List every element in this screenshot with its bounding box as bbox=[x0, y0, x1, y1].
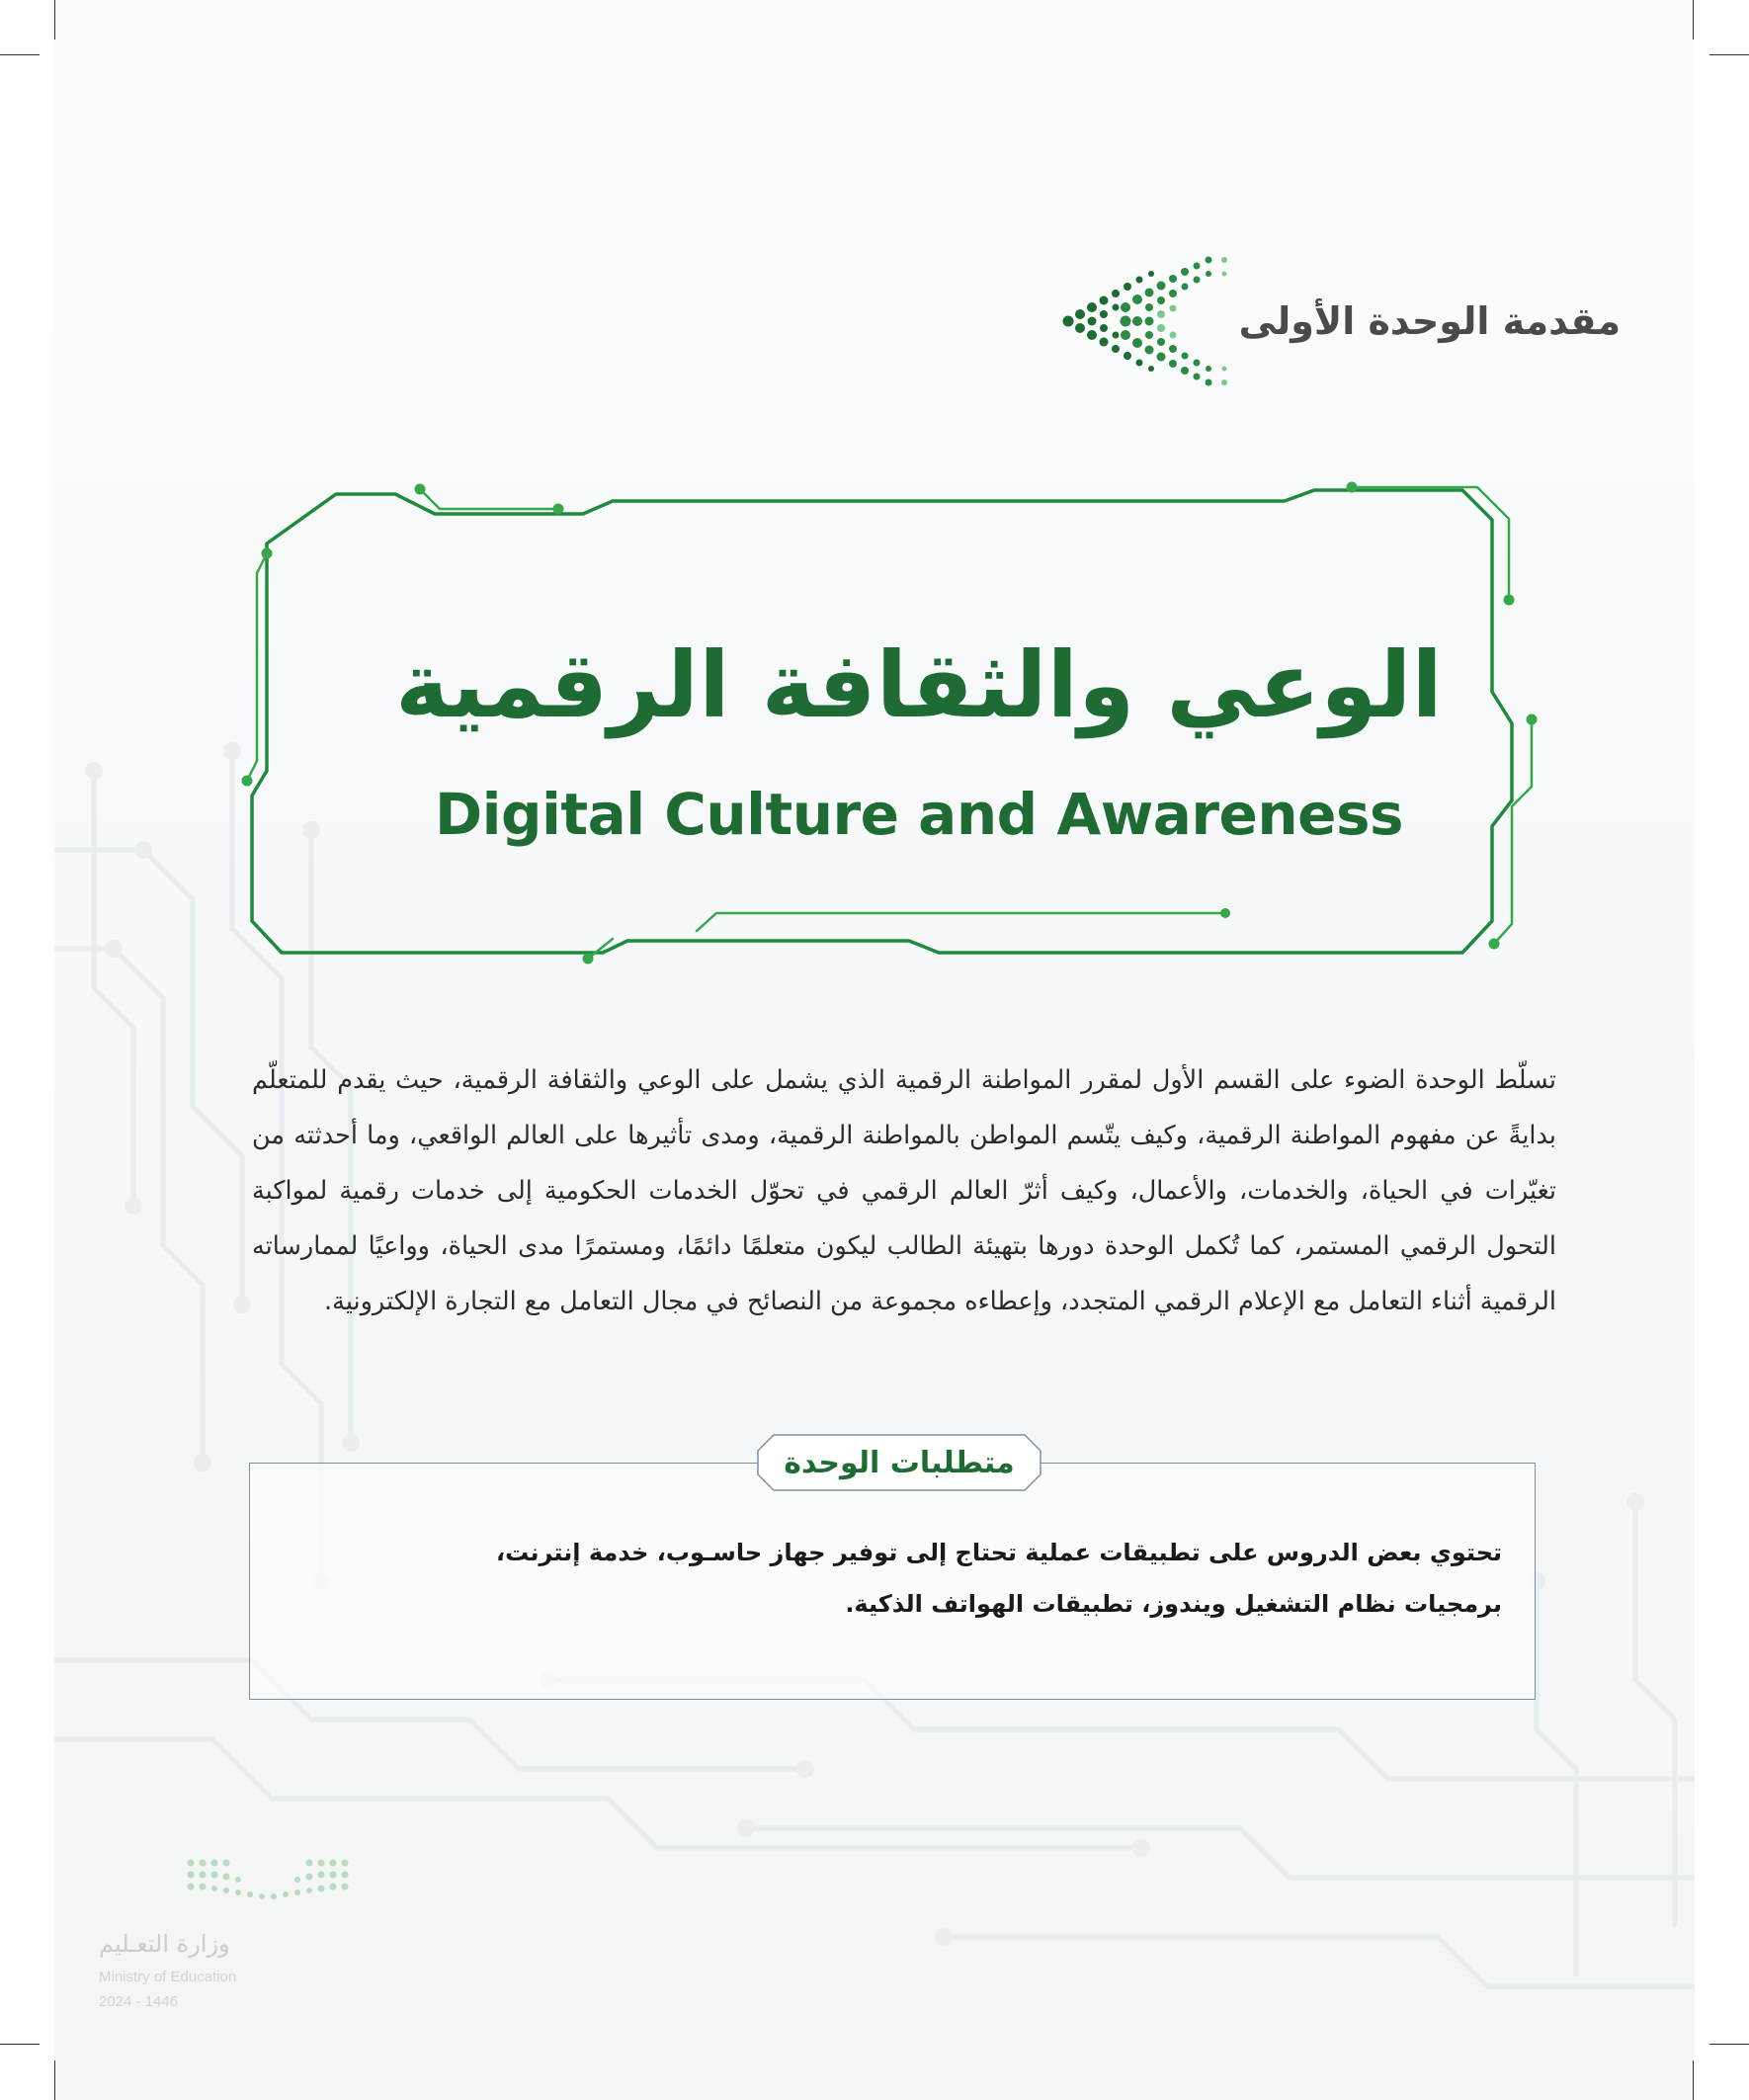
unit-intro-heading bbox=[1060, 267, 1621, 376]
crop-mark bbox=[1709, 54, 1749, 55]
crop-mark bbox=[1709, 2044, 1749, 2045]
crop-mark bbox=[54, 0, 55, 40]
requirements-text: تحتوي بعض الدروس على تطبيقات عملية تحتاج إلى توفير جهاز حاسـوب، خدمة إنترنت، برمجيات نظام التشغيل ويندوز، تطبيقات الهواتف الذكية. bbox=[495, 1539, 1502, 1618]
main-title-english: Digital Culture and Awareness bbox=[434, 781, 1404, 848]
crop-mark bbox=[0, 2044, 40, 2045]
edition-year: 2024 - 1446 bbox=[99, 1993, 179, 2010]
ministry-logo bbox=[94, 1853, 351, 2021]
unit-intro-title: مقدمة الوحدة الأولى bbox=[1238, 299, 1621, 343]
ministry-name-english: Ministry of Education bbox=[99, 1969, 237, 1985]
ministry-logo-dots-icon bbox=[183, 1853, 356, 1912]
intro-paragraph: تسلّط الوحدة الضوء على القسم الأول لمقرر المواطنة الرقمية الذي يشمل على الوعي والثقافة الرقمية، حيث يقدم للمتعلّم بدايةً عن مفهوم المواطنة الرقمية، وكيف يتّسم المواطن بالمواطنة الرقمية، ومدى تأثيرها على العالم الواقعي، وما أحدثته من تغيّرات في الحياة، والخدمات، والأعمال، وكيف أثرّ العالم الرقمي في تحوّل الخدمات الحكومية إلى خدمات رقمية لمواكبة التحول الرقمي المستمر، كما تُكمل الوحدة دورها بتهيئة الطالب ليكون متعلمًا دائمًا، ومستمرًا مدى الحياة، وواعيًا لممارساته الرقمية أثناء التعامل مع الإعلام الرقمي المتجدد، وإعطاءه مجموعة من النصائح في مجال التعامل مع التجارة الإلكترونية. bbox=[252, 1065, 1556, 1316]
ministry-name-arabic: وزارة التعـليم bbox=[99, 1930, 230, 1958]
crop-mark bbox=[1693, 0, 1694, 40]
crop-mark bbox=[0, 54, 40, 55]
double-chevron-left-icon bbox=[1060, 252, 1233, 390]
requirements-title: متطلبات الوحدة bbox=[784, 1445, 1015, 1480]
main-title-arabic: الوعي والثقافة الرقمية bbox=[395, 632, 1443, 738]
